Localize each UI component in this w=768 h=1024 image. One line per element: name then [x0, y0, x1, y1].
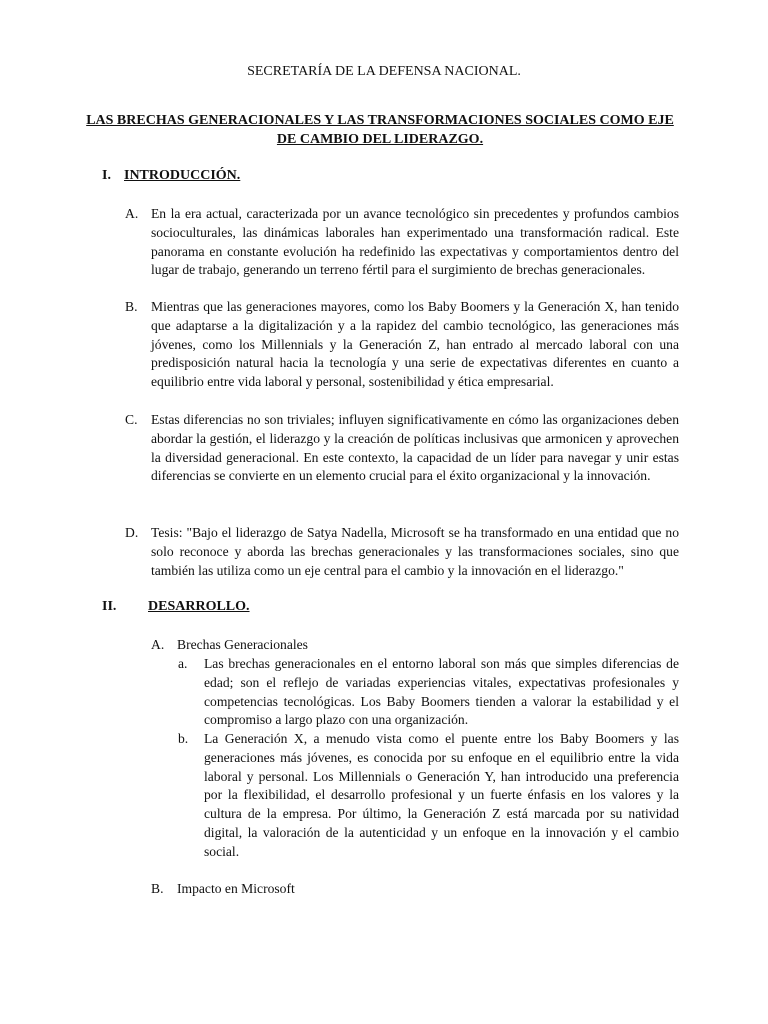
item-text: Mientras que las generaciones mayores, como los Baby Boomers y la Generación X, han tenido que adaptarse a la digitalización y a la rapidez del cambio tecnológico, las generaciones más jóvenes, como los Millennials y la Generación Z, han entrado al mercado laboral con una predisposición natural hacia la tecnología y una serie de expectativas diferentes en cuanto a equilibrio entre vida laboral y personal, sostenibilidad y ética empresarial.	[151, 299, 679, 390]
item-text: En la era actual, caracterizada por un avance tecnológico sin precedentes y profundos cambios socioculturales, las dinámicas laborales han experimentado una transformación radical. Este panorama en constante evolución ha redefinido las expectativas y comportamientos dentro del lugar de trabajo, generando un terreno fértil para el surgimiento de brechas generacionales.	[151, 206, 679, 278]
subsection-brechas-generacionales	[151, 636, 308, 655]
section-number: I.	[102, 168, 111, 183]
item-marker: b.	[178, 731, 189, 746]
section-name: DESARROLLO.	[148, 599, 250, 614]
document-header: SECRETARÍA DE LA DEFENSA NACIONAL.	[247, 64, 521, 79]
item-marker: C.	[125, 412, 138, 427]
subsection-label: Brechas Generacionales	[177, 637, 308, 652]
section-name: INTRODUCCIÓN.	[124, 168, 241, 183]
item-text: Las brechas generacionales en el entorno laboral son más que simples diferencias de edad; son el reflejo de variadas experiencias vitales, expectativas profesionales y competencias tecnológicas. Los Baby Boomers tienden a valorar la estabilidad y el compromiso a largo plazo con una organización.	[204, 656, 679, 728]
section-number: II.	[102, 599, 117, 614]
item-text: Tesis: "Bajo el liderazgo de Satya Nadella, Microsoft se ha transformado en una entidad que no solo reconoce y aborda las brechas generacionales y las transformaciones sociales, sino que también las utiliza como un eje central para el cambio y la innovación en el liderazgo."	[151, 525, 679, 578]
intro-item-c	[125, 411, 679, 486]
document-title	[80, 111, 680, 149]
desarrollo-item-b	[178, 730, 679, 862]
item-marker: D.	[125, 525, 139, 540]
item-marker: A.	[125, 206, 139, 221]
subsection-marker: A.	[151, 637, 165, 652]
intro-item-a	[125, 205, 679, 280]
title-line-2: DE CAMBIO DEL LIDERAZGO.	[276, 132, 484, 147]
desarrollo-item-a	[178, 655, 679, 730]
subsection-label: Impacto en Microsoft	[177, 881, 295, 896]
item-text: Estas diferencias no son triviales; influyen significativamente en cómo las organizaciones deben abordar la gestión, el liderazgo y la creación de políticas inclusivas que armonicen y aprovechen la diversidad generacional. En este contexto, la capacidad de un líder para navegar y unir estas diferencias se convierte en un elemento crucial para el éxito organizacional y la innovación.	[151, 412, 679, 484]
intro-item-d	[125, 524, 679, 580]
item-marker: a.	[178, 656, 188, 671]
intro-item-b	[125, 298, 679, 392]
subsection-marker: B.	[151, 881, 164, 896]
title-line-1: LAS BRECHAS GENERACIONALES Y LAS TRANSFORMACIONES SOCIALES COMO EJE	[86, 113, 674, 128]
item-marker: B.	[125, 299, 138, 314]
subsection-impacto-microsoft	[151, 880, 295, 899]
item-text: La Generación X, a menudo vista como el puente entre los Baby Boomers y las generaciones más jóvenes, es conocida por su enfoque en el equilibrio entre la vida laboral y personal. Los Millennials o Generación Y, han introducido una preferencia por la flexibilidad, el desarrollo profesional y un fuerte énfasis en los valores y la cultura de la empresa. Por último, la Generación Z está marcada por su natividad digital, la valoración de la autenticidad y un enfoque en la innovación y el cambio social.	[204, 731, 679, 859]
